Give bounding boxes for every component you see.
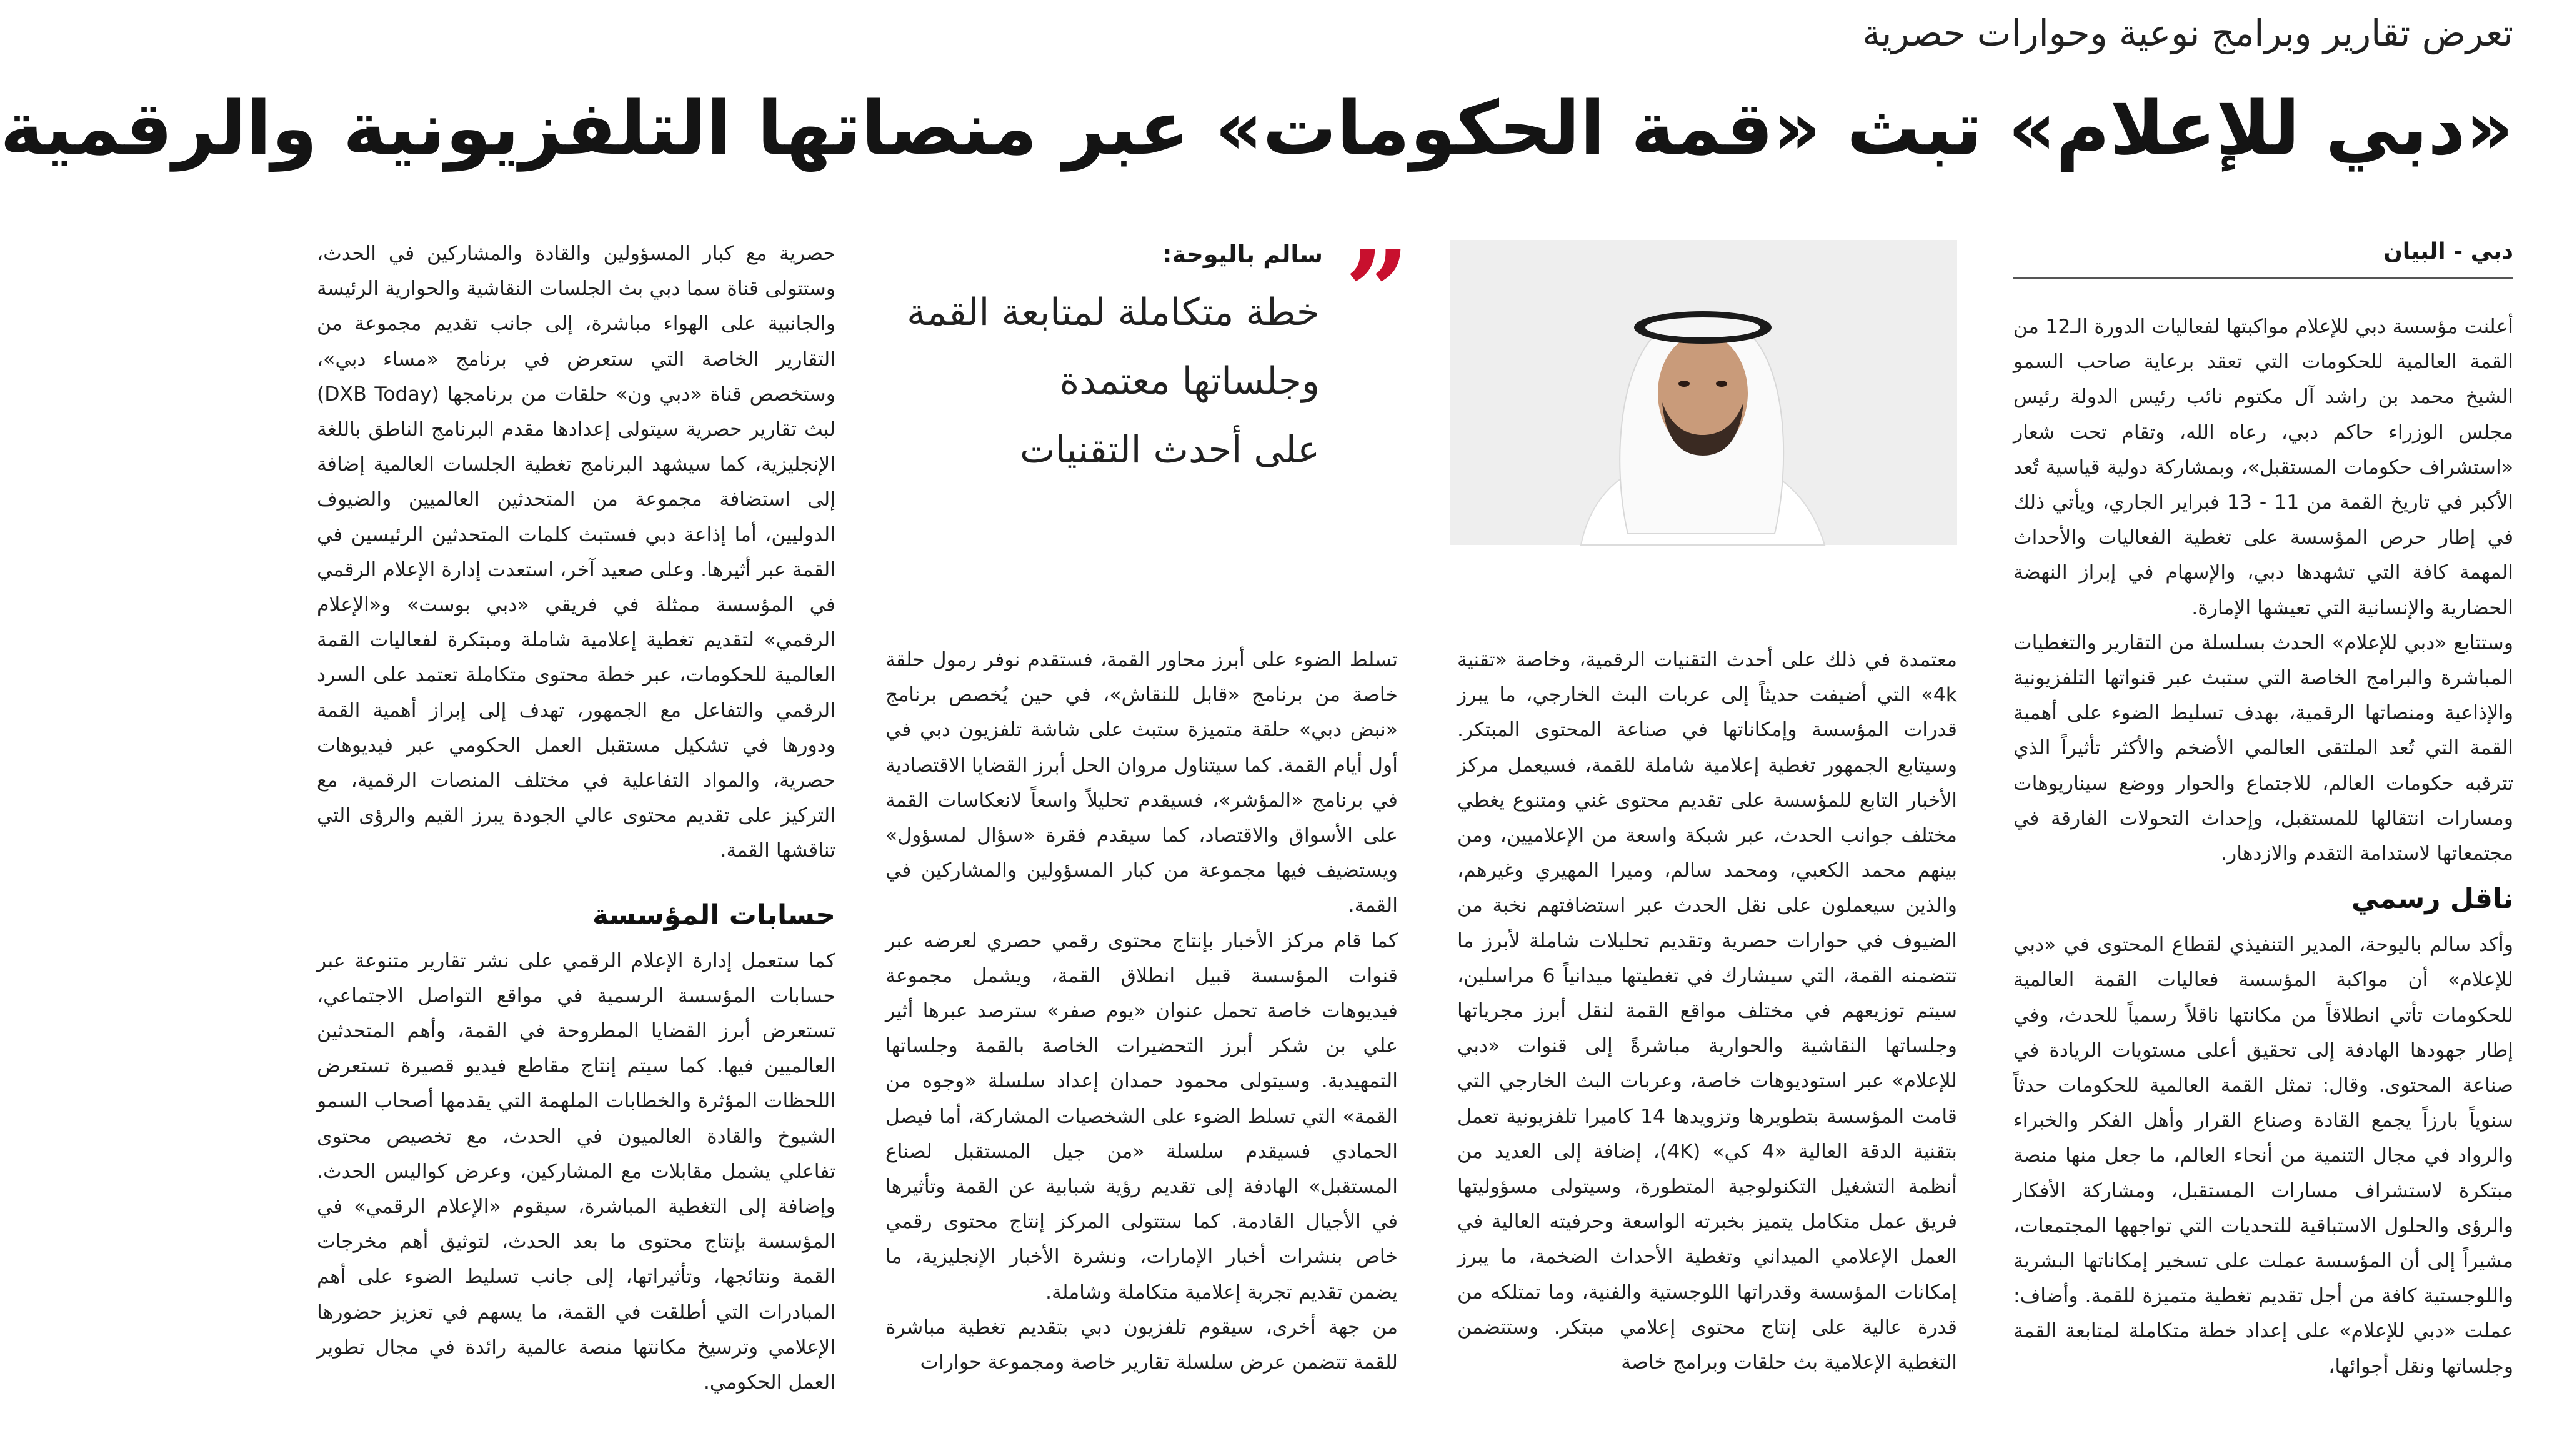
- paragraph: معتمدة في ذلك على أحدث التقنيات الرقمية، وخاصة «تقنية 4k» التي أضيفت حديثاً إلى عربات البث الخارجي، ما يبرز قدرات المؤسسة وإمكاناتها في صناعة المحتوى المبتكر. وسيتابع الجمهور تغطية إعلامية شاملة للقمة، فسيعمل مركز الأخبار التابع للمؤسسة على تقديم محتوى غني ومتنوع يغطي مختلف جوانب الحدث، عبر شبكة واسعة من الإعلاميين، ومن بينهم محمد الكعبي، ومحمد سالم، وميرا المهيري وغيرهم، والذين سيعملون على نقل الحدث عبر استضافتهم نخبة من الضيوف في حوارات حصرية وتقديم تحليلات شاملة لأبرز ما تتضمنه القمة، التي سيشارك في تغطيتها ميدانياً 6 مراسلين، سيتم توزيعهم في مختلف مواقع القمة لنقل أبرز مجرياتها وجلساتها النقاشية والحوارية مباشرةً إلى قنوات «دبي للإعلام» عبر استوديوهات خاصة، وعربات البث الخارجي التي قامت المؤسسة بتطويرها وتزويدها 14 كاميرا تلفزيونية تعمل بتقنية الدقة العالية «4 كي» (4K)، إضافة إلى العديد من أنظمة التشغيل التكنولوجية المتطورة، وسيتولى مسؤوليتها فريق عمل متكامل يتميز بخبرته الواسعة وحرفيته العالية في العمل الإعلامي الميداني وتغطية الأحداث الضخمة، ما يبرز إمكانات المؤسسة وقدراتها اللوجستية والفنية، وما تمتلكه من قدرة عالية على إنتاج محتوى إعلامي مبتكر. وستتضمن التغطية الإعلامية بث حلقات وبرامج خاصة: [1457, 649, 1958, 1374]
- pull-quote-line: على أحدث التقنيات: [1020, 428, 1320, 472]
- pull-quote-line: خطة متكاملة لمتابعة القمة: [907, 291, 1320, 334]
- paragraph: وأكد سالم باليوحة، المدير التنفيذي لقطاع المحتوى في «دبي للإعلام» أن مواكبة المؤسسة فعاليات القمة العالمية للحكومات تأتي انطلاقاً من مكانتها ناقلاً رسمياً للحدث، وفي إطار جهودها الهادفة إلى تحقيق أعلى مستويات الريادة في صناعة المحتوى. وقال: تمثل القمة العالمية للحكومات حدثاً سنوياً بارزاً يجمع القادة وصناع القرار وأهل الفكر والخبراء والرواد في مجال التنمية من أنحاء العالم، ما جعل منها منصة مبتكرة لاستشراف مسارات المستقبل، ومشاركة الأفكار والرؤى والحلول الاستباقية للتحديات التي تواجهها المجتمعات، مشيراً إلى أن المؤسسة عملت على تسخير إمكاناتها البشرية واللوجستية كافة من أجل تقديم تغطية متميزة للقمة. وأضاف: عملت «دبي للإعلام» على إعداد خطة متكاملة لمتابعة القمة وجلساتها ونقل أجوائها،: [2013, 934, 2513, 1378]
- paragraph: أعلنت مؤسسة دبي للإعلام مواكبتها لفعاليات الدورة الـ12 من القمة العالمية للحكومات التي تعقد برعاية صاحب السمو الشيخ محمد بن راشد آل مكتوم نائب رئيس الدولة رئيس مجلس الوزراء حاكم دبي، رعاه الله، وتقام تحت شعار «استشراف حكومات المستقبل»، وبمشاركة دولية قياسية تُعد الأكبر في تاريخ القمة من 11 - 13 فبراير الجاري، ويأتي ذلك في إطار حرص المؤسسة على تغطية الفعاليات والأحداث المهمة كافة التي تشهدها دبي، والإسهام في إبراز النهضة الحضارية والإنسانية التي تعيشها الإمارة.: [2013, 316, 2513, 619]
- paragraph: تسلط الضوء على أبرز محاور القمة، فستقدم نوفر رمول حلقة خاصة من برنامج «قابل للنقاش»، في حين يُخصص برنامج «نبض دبي» حلقة متميزة ستبث على شاشة تلفزيون دبي في أول أيام القمة. كما سيتناول مروان الحل أبرز القضايا الاقتصادية في برنامج «المؤشر»، فسيقدم تحليلاً واسعاً لانعكاسات القمة على الأسواق والاقتصاد، كما سيقدم فقرة «سؤال لمسؤول» ويستضيف فيها مجموعة من كبار المسؤولين والمشاركين في القمة.: [885, 649, 1398, 917]
- article-column-4: [317, 236, 835, 1440]
- subheading: ناقل رسمي: [2351, 883, 2513, 915]
- paragraph: حصرية مع كبار المسؤولين والقادة والمشاركين في الحدث، وستتولى قناة سما دبي بث الجلسات النقاشية والحوارية الرئيسة والجانبية على الهواء مباشرة، إلى جانب تقديم مجموعة من التقارير الخاصة التي ستعرض في برنامج «مساء دبي»، وستخصص قناة «دبي ون» حلقات من برنامجها (DXB Today) لبث تقارير حصرية سيتولى إعدادها مقدم البرنامج الناطق باللغة الإنجليزية، كما سيشهد البرنامج تغطية الجلسات العالمية إضافة إلى استضافة مجموعة من المتحدثين العالميين والضيوف الدوليين، أما إذاعة دبي فستبث كلمات المتحدثين الرئيسين في القمة عبر أثيرها. وعلى صعيد آخر، استعدت إدارة الإعلام الرقمي في المؤسسة ممثلة في فريقي «دبي بوست» و«الإعلام الرقمي» لتقديم تغطية إعلامية شاملة ومبتكرة لفعاليات القمة العالمية للحكومات، عبر خطة محتوى متكاملة تعتمد على السرد الرقمي والتفاعل مع الجمهور، تهدف إلى إبراز أهمية القمة ودورها في تشكيل مستقبل العمل الحكومي عبر فيديوهات حصرية، والمواد التفاعلية في مختلف المنصات الرقمية، مع التركيز على تقديم محتوى عالي الجودة يبرز القيم والرؤى التي تناقشها القمة.: [317, 242, 836, 862]
- headline: «دبي للإعلام» تبث «قمة الحكومات» عبر منصاتها التلفزيونية والرقمية: [0, 85, 2513, 171]
- subheading: حسابات المؤسسة: [592, 899, 835, 931]
- paragraph: كما قام مركز الأخبار بإنتاج محتوى رقمي حصري لعرضه عبر قنوات المؤسسة قبيل انطلاق القمة، ويشمل مجموعة فيديوهات خاصة تحمل عنوان «يوم صفر» سترصد عبرها أثير علي بن شكر أبرز التحضيرات الخاصة بالقمة وجلساتها التمهيدية. وسيتولى محمود حمدان إعداد سلسلة «وجوه من القمة» التي تسلط الضوء على الشخصيات المشاركة، أما فيصل الحمادي فسيقدم سلسلة «من جيل المستقبل لصناع المستقبل» الهادفة إلى تقديم رؤية شبابية عن القمة وتأثيرها في الأجيال القادمة. كما ستتولى المركز إنتاج محتوى رقمي خاص بنشرات أخبار الإمارات، ونشرة الأخبار الإنجليزية، ما يضمن تقديم تجربة إعلامية متكاملة وشاملة.: [885, 929, 1398, 1304]
- kicker: تعرض تقارير وبرامج نوعية وحوارات حصرية: [1862, 12, 2513, 54]
- paragraph: كما ستعمل إدارة الإعلام الرقمي على نشر تقارير متنوعة عبر حسابات المؤسسة الرسمية في مواقع التواصل الاجتماعي، تستعرض أبرز القضايا المطروحة في القمة، وأهم المتحدثين العالميين فيها. كما سيتم إنتاج مقاطع فيديو قصيرة تستعرض اللحظات المؤثرة والخطابات الملهمة التي يقدمها أصحاب السمو الشيوخ والقادة العالميون في الحدث، مع تخصيص محتوى تفاعلي يشمل مقابلات مع المشاركين، وعرض كواليس الحدث. وإضافة إلى التغطية المباشرة، سيقوم «الإعلام الرقمي» في المؤسسة بإنتاج محتوى ما بعد الحدث، لتوثيق أهم مخرجات القمة ونتائجها، وتأثيراتها، إلى جانب تسليط الضوء على أهم المبادرات التي أطلقت في القمة، ما يسهم في تعزيز حضورها الإعلامي وترسيخ مكانتها منصة عالمية رائدة في مجال تطوير العمل الحكومي.: [317, 949, 835, 1394]
- paragraph: وستتابع «دبي للإعلام» الحدث بسلسلة من التقارير والتغطيات المباشرة والبرامج الخاصة التي ستبث عبر قنواتها التلفزيونية والإذاعية ومنصاتها الرقمية، بهدف تسليط الضوء على أهمية القمة التي تُعد الملتقى العالمي الأضخم والأكثر تأثيراً الذي تترقبه حكومات العالم، للاجتماع والحوار ووضع سيناريوهات ومسارات انتقالها للمستقبل، وإحداث التحولات الفارقة في مجتمعاتها لاستدامة التقدم والازدهار.: [2013, 631, 2513, 865]
- pull-quote-line: وجلساتها معتمدة: [1059, 359, 1320, 403]
- dateline: دبي - البيان: [2013, 232, 2513, 279]
- article-column-1: [2013, 309, 2513, 1440]
- pull-quote: [870, 278, 1320, 484]
- quote-mark-icon: ”: [1345, 226, 1410, 358]
- article-column-2: [1457, 642, 1957, 1440]
- portrait-illustration: [1450, 240, 1957, 545]
- quote-attribution: سالم باليوحة:: [1162, 241, 1323, 268]
- article-column-3: [885, 642, 1398, 1440]
- portrait-photo: [1450, 240, 1957, 545]
- paragraph: من جهة أخرى، سيقوم تلفزيون دبي بتقديم تغطية مباشرة للقمة تتضمن عرض سلسلة تقارير خاصة ومجموعة حوارات: [885, 1315, 1398, 1374]
